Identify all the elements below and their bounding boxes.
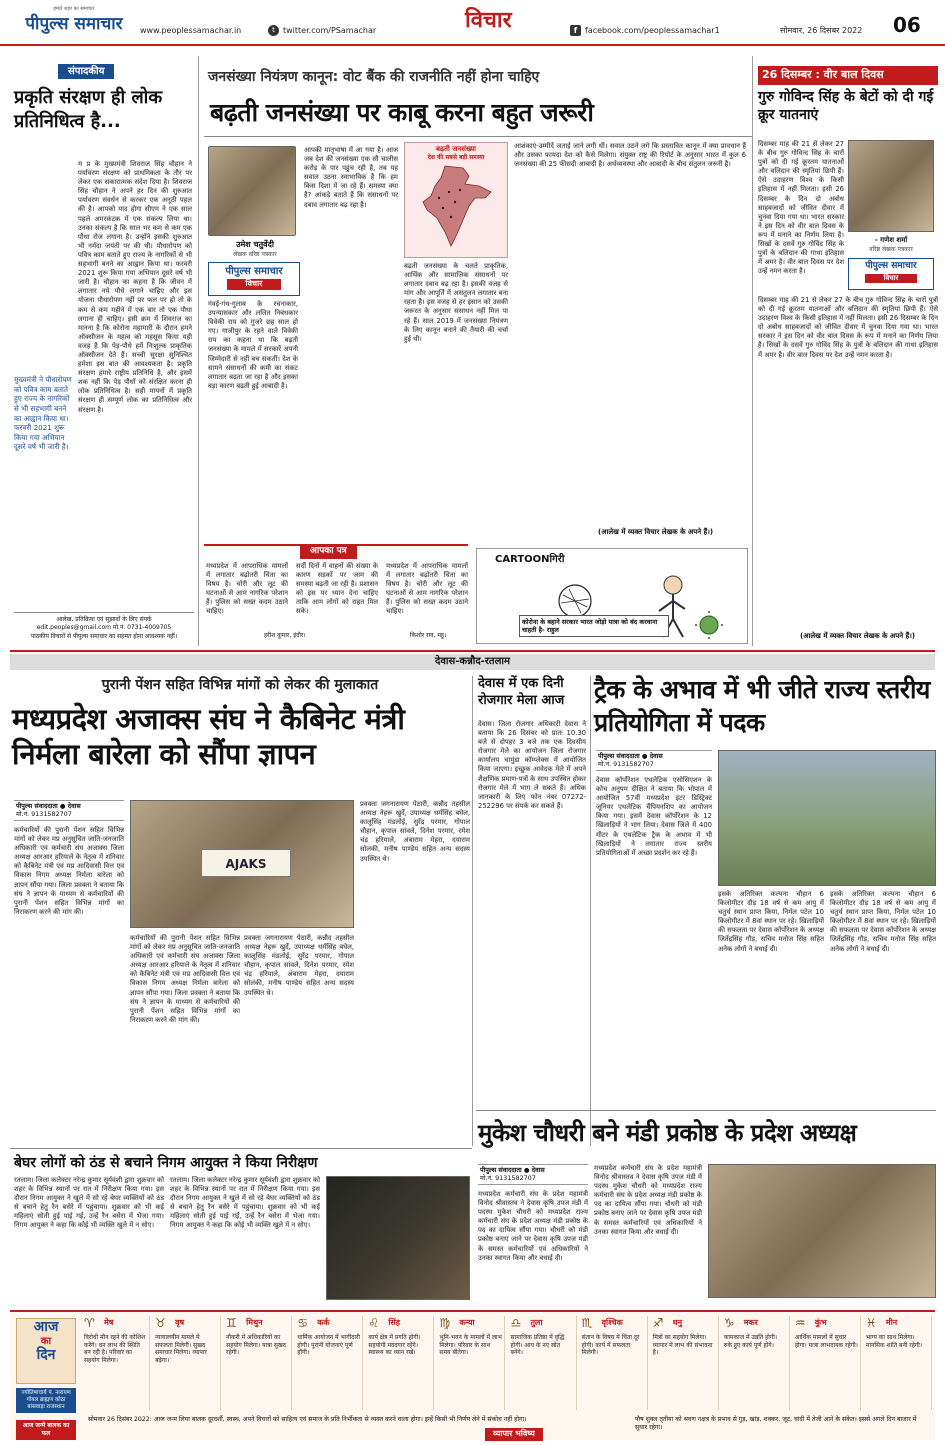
zodiac-icon: ♌ bbox=[368, 1316, 380, 1330]
letters-title: आपका पत्र bbox=[300, 545, 357, 559]
main-article-col4: आशंकाएं-उम्मीदें जताई जाने लगी थीं। सवाल उठने लगे कि प्रस्तावित कानून में क्या प्रावधान हैं और उसका फायदा देश को कैसे मिलेगा। संयुक्त राष्ट्र की रिपोर्ट के अनुसार भारत में कुल 6 जनसंख्या की 25 फीसदी आबादी है। अर्थव्यवस्था और आबादी के बीच संतुलन जरूरी है। bbox=[514, 142, 746, 169]
right-article-footer-note: (आलेख में व्यक्त विचार लेखक के अपने हैं।) bbox=[800, 632, 916, 640]
main-article-logo-sub: विचार bbox=[227, 279, 281, 290]
main-article-col1: गंवई-गंध-गुलाब के रचनाकार, उपन्यासकार और ललित निबंधकार विवेकी राय को गुजरे छह साल हो गए। गाजीपुर के रहने वाले विवेकी राय का कहना था कि बढ़ती जनसंख्या के मामले में सरकारें अपनी जिम्मेदारी से नहीं बच सकतीं। देश के सामने संसाधनों की कमी का संकट लगातार बढ़ता जा रहा है और इसका बड़ा कारण बढ़ती हुई आबादी है। bbox=[208, 300, 298, 390]
letter-1-text: मध्यप्रदेश में आपराधिक मामलों में लगातार बढ़ोतरी चिंता का विषय है। चोरी और लूट की घटनाओं से आम नागरिक परेशान हैं। पुलिस को सख्त कदम उठाने चाहिए। bbox=[206, 562, 288, 616]
news1-headline: मध्यप्रदेश अजाक्स संघ ने कैबिनेट मंत्री निर्मला बारेला को सौंपा ज्ञापन bbox=[12, 702, 405, 772]
zodiac-sign-3 bbox=[295, 1316, 363, 1410]
zodiac-sign-0 bbox=[82, 1316, 150, 1410]
zodiac-text: धार्मिक आयोजन में भागीदारी होगी। पुरानी योजनाएं पूर्ण होंगी। bbox=[297, 1334, 360, 1357]
issue-date: सोमवार, 26 दिसंबर 2022 bbox=[780, 26, 863, 35]
horoscope-title-2: का bbox=[40, 1335, 52, 1347]
right-article-body: दिसम्बर माह की 21 से लेकर 27 के बीच गुरु गोविन्द सिंह के चारों पुत्रों को दी गई क्रूरतम यातनाओं और बलिदान की स्मृतियां छिपी हैं। ऐसे उदाहरण विश्व के किसी इतिहास में नहीं मिलता। इसी 26 दिसम्बर के दिन दो अबोध साहबजादों को जीवित दीवार में चुनवा दिया गया था। भारत सरकार ने इस दिन को वीर बाल दिवस के रूप में मनाने का निर्णय लिया है। सिखों के दसवें गुरु गोविंद सिंह के पुत्रों के बलिदान की गाथा इतिहास में अमर है। वीर बाल दिवस पर देश उन्हें नमन करता है। bbox=[758, 140, 844, 276]
editorial-tag: संपादकीय bbox=[58, 64, 114, 79]
map-title-2: देश की सबसे बड़ी समस्या bbox=[427, 154, 485, 162]
zodiac-icon: ♓ bbox=[865, 1316, 877, 1330]
zodiac-text: नौकरी में अधिकारियों का सहयोग मिलेगा। यात्रा सुखद रहेगी। bbox=[226, 1334, 286, 1357]
news5-body-cont: रतलाम। जिला कलेक्टर नरेन्द्र कुमार सूर्यवंशी द्वारा शुक्रवार को शहर के विभिन्न स्थानों पर रात में निरीक्षण किया गया। इस दौरान निगम आयुक्त ने खुले में सो रहे बेघर व्यक्तियों को ठंड से बचाने हेतु रैन बसेरे में पहुंचाया। शुक्रवार को भी कई महिलाएं सोती हुई पाई गईं, उन्हें रैन बसेरा में भेजा गया। निगम आयुक्त ने कहा कि कोई भी व्यक्ति खुले में न सोए। bbox=[170, 1176, 320, 1230]
news3-headline: ट्रैक के अभाव में भी जीते राज्य स्तरीय प्रतियोगिता में पदक bbox=[594, 675, 930, 737]
zodiac-icon: ♍ bbox=[439, 1316, 451, 1330]
section-bar bbox=[10, 654, 935, 670]
zodiac-text: कार्य क्षेत्र में प्रगति होगी। सहयोगी मददगार रहेंगे। स्वास्थ्य का ध्यान रखें। bbox=[368, 1334, 421, 1357]
news3-byline-mobile: मो.नं. 9131582707 bbox=[598, 760, 654, 769]
facebook-icon: f bbox=[570, 25, 581, 36]
news4-byline-mobile: मो.नं. 9131582707 bbox=[480, 1174, 536, 1183]
news1-byline-mobile: मो.नं. 9131582707 bbox=[16, 810, 72, 819]
zodiac-text: कामकाज में उन्नति होगी। रुके हुए कार्य पूर्ण होंगे। bbox=[723, 1334, 778, 1349]
section-bar-title: देवास-कन्नौद-रतलाम bbox=[435, 656, 510, 667]
horoscope-title-box bbox=[16, 1318, 76, 1384]
zodiac-sign-10 bbox=[793, 1316, 861, 1410]
news3-byline bbox=[596, 750, 712, 771]
news5-photo bbox=[326, 1176, 470, 1300]
twitter-icon: t bbox=[268, 25, 279, 36]
news3-body: देवास कॉर्पोरेशन एथलेटिक एसोसिएशन के कोच अनुपम दीक्षित ने बताया कि भोपाल में आयोजित 57वीं मध्यप्रदेश इंटर डिस्ट्रिक्ट जूनियर एथलेटिक चैंपियनशिप का आयोजन किया गया। इसमें देवास कॉर्पोरेशन के 12 खिलाड़ियों ने भाग लिया। देवास जिले में 400 मीटर के एथलेटिक ट्रैक के अभाव में भी खिलाड़ियों ने लगातार राज्य स्तरीय प्रतियोगिताओं में अच्छा प्रदर्शन कर रहे हैं। bbox=[596, 776, 712, 857]
letter-2-text: सर्दी दिनों में वाहनों की संख्या के कारण सड़कों पर जाम की समस्या बढ़ती जा रही है। प्रशासन को इस पर ध्यान देना चाहिए ताकि आम लोगों को राहत मिल सके। bbox=[296, 562, 378, 616]
news2-body: देवास। जिला रोजगार अधिकारी देवास ने बताया कि 26 दिसंबर को प्रातः 10.30 बजे से दोपहर 3 बजे तक एक दिवसीय रोजगार मेले का आयोजन जिला रोजगार कार्यालय चामुंडा कॉम्प्लेक्स में आयोजित किया जाएगा। इच्छुक आवेदक मेले में अपने शैक्षणिक प्रमाण-पत्रों के साथ उपस्थित होकर रोजगार मेले में भाग ले सकते हैं। अधिक जानकारी के लिए फोन नंबर 07272-252296 पर संपर्क कर सकते हैं। bbox=[478, 720, 586, 810]
zodiac-grid bbox=[82, 1312, 935, 1412]
brand-logo bbox=[14, 6, 134, 40]
editorial-sidebar-quote: मुख्यमंत्री ने पौधारोपण को पवित्र काम बताते हुए राज्य के नागरिकों से भी सहभागी बनने का आह्वान किया था। फरवरी 2021 शुरू किया गया अभियान दूसरे वर्ष भी जारी है। bbox=[14, 375, 72, 452]
news3-byline-text: पीपुल्स संवाददाता ● देवास bbox=[598, 752, 663, 760]
zodiac-icon: ♒ bbox=[794, 1316, 806, 1330]
zodiac-text: मित्रों का सहयोग मिलेगा। व्यापार में लाभ की संभावना है। bbox=[652, 1334, 713, 1357]
main-article-logo-text: पीपुल्स समाचार bbox=[225, 266, 283, 277]
letter-2-signature: किशोर राव, महू। bbox=[410, 632, 447, 639]
editorial-title: प्रकृति संरक्षण ही लोक प्रतिनिधित्व है... bbox=[14, 87, 163, 133]
horoscope-credit: ज्योतिषाचार्य पं. नारायण गोयल ब्राह्मण कोठा बांसवाड़ा राजस्थान bbox=[16, 1388, 76, 1413]
news1-photo bbox=[130, 800, 354, 928]
zodiac-name: धनु bbox=[672, 1318, 683, 1327]
right-author-photo bbox=[848, 140, 934, 232]
zodiac-text: न्यायालयीन मामले में सफलता मिलेगी। सुखद समाचार मिलेगा। व्यापार बढ़ेगा। bbox=[155, 1334, 207, 1365]
brand-tagline: हमारे शहर का समाचार bbox=[53, 6, 95, 12]
editorial-footer-line1: आलेख, प्रतिक्रिया एवं सुझावों के लिए संपर्क bbox=[56, 616, 152, 623]
cartoon-box bbox=[476, 548, 748, 644]
zodiac-sign-2 bbox=[224, 1316, 292, 1410]
section-title: विचार bbox=[465, 8, 512, 33]
masthead bbox=[0, 0, 945, 46]
zodiac-icon: ♉ bbox=[155, 1316, 166, 1330]
zodiac-text: विरोधी मौन रहने की कोशिश करेंगे। धन लाभ की स्थिति बन रही है। परिवार का सहयोग मिलेगा। bbox=[84, 1334, 146, 1365]
main-article-headline: बढ़ती जनसंख्या पर काबू करना बहुत जरूरी bbox=[210, 98, 594, 127]
letters-box bbox=[204, 544, 468, 646]
india-population-map bbox=[404, 142, 508, 258]
news1-kicker: पुरानी पेंशन सहित विभिन्न मांगों को लेकर की मुलाकात bbox=[101, 677, 379, 693]
zodiac-icon: ♏ bbox=[581, 1316, 593, 1330]
page-number: 06 bbox=[893, 13, 921, 37]
market-text: पौष शुक्ल तृतीया को श्रवण नक्षत्र के प्रभाव से गुड़, खांड, शक्कर, जूट, चांदी में तेजी आने के संकेत। इससे अगले दिन बाजार में सुधार रहेगा। bbox=[635, 1416, 917, 1432]
right-article-body-text: दिसम्बर माह की 21 से लेकर 27 के बीच गुरु गोविन्द सिंह के चारों पुत्रों को दी गई क्रूरतम यातनाओं और बलिदान की स्मृतियां छिपी हैं। ऐसे उदाहरण विश्व के किसी इतिहास में नहीं मिलता। इसी 26 दिसम्बर के दिन दो अबोध साहबजादों को जीवित दीवार में चुनवा दिया गया था। भारत सरकार ने इस दिन को वीर बाल दिवस के रूप में मनाने का निर्णय लिया है। सिखों के दसवें गुरु गोविंद सिंह के पुत्रों के बलिदान की गाथा इतिहास में अमर है। वीर बाल दिवस पर देश उन्हें नमन करता है। bbox=[758, 296, 938, 359]
letter-1-signature: हरीश कुमार, इंदौर। bbox=[264, 632, 306, 639]
zodiac-icon: ♎ bbox=[510, 1316, 522, 1330]
news4-headline: मुकेश चौधरी बने मंडी प्रकोष्ठ के प्रदेश अध्यक्ष bbox=[478, 1119, 857, 1147]
brand-name: पीपुल्स समाचार bbox=[25, 13, 123, 34]
zodiac-sign-7 bbox=[580, 1316, 648, 1410]
main-article-logo bbox=[208, 262, 300, 296]
news4-body-cont: मध्यप्रदेश कर्मचारी संघ के प्रदेश महामंत्री विनोद श्रीवास्तव ने देवास कृषि उपज मंडी में पदस्थ मुकेश चौधरी को मध्यप्रदेश राज्य कर्मचारी संघ के प्रदेश अध्यक्ष मंडी प्रकोष्ठ के पद का दायित्व सौंपा गया। चौधरी को मंडी प्रकोष्ठ बनाए जाने पर देवास कृषि उपज मंडी के समस्त कर्मचारियों एवं अधिकारियों ने उनका स्वागत किया और बधाई दी। bbox=[594, 1164, 702, 1236]
editorial-footer bbox=[14, 612, 194, 641]
zodiac-text: भाग्य का साथ मिलेगा। मानसिक शांति बनी रहेगी। bbox=[865, 1334, 923, 1349]
zodiac-sign-4 bbox=[366, 1316, 434, 1410]
news2-headline: देवास में एक दिनी रोजगार मेला आज bbox=[478, 676, 565, 708]
zodiac-icon: ♈ bbox=[84, 1316, 95, 1330]
right-author-name: - गणेश शर्मा bbox=[874, 236, 908, 244]
news1-byline-text: पीपुल्स संवाददाता ● देवास bbox=[16, 802, 81, 810]
right-article-logo bbox=[848, 258, 934, 290]
news4-body: मध्यप्रदेश कर्मचारी संघ के प्रदेश महामंत्री विनोद श्रीवास्तव ने देवास कृषि उपज मंडी में पदस्थ मुकेश चौधरी को मध्यप्रदेश राज्य कर्मचारी संघ के प्रदेश अध्यक्ष मंडी प्रकोष्ठ के पद का दायित्व सौंपा गया। चौधरी को मंडी प्रकोष्ठ बनाए जाने पर देवास कृषि उपज मंडी के समस्त कर्मचारियों एवं अधिकारियों ने उनका स्वागत किया और बधाई दी। bbox=[478, 1190, 588, 1262]
main-article-col2: आपकी मातृभाषा में आ गया है। आज जब देश की जनसंख्या एक सौ चालीस करोड़ के पार पहुंच रही है, तब यह सवाल उठना स्वाभाविक है कि हम किस दिशा में जा रहे हैं। समस्या क्या है? आंकड़े बताते हैं कि संसाधनों पर दबाव लगातार बढ़ रहा है। bbox=[304, 146, 398, 209]
market-tag: व्यापार भविष्य bbox=[485, 1428, 543, 1441]
news1-body: कर्मचारियों की पुरानी पेंशन सहित विभिन्न मांगों को लेकर मप्र अनुसूचित जाति-जनजाति अधिकारी एवं कर्मचारी संघ अजाक्स जिला अध्यक्ष आरआर हरियाले के नेतृत्व में शनिवार को कैबिनेट मंत्री एवं मप्र आदिवासी वित्त एवं विकास निगम अध्यक्ष निर्मला बारेला को ज्ञापन सौंपा गया। जिला प्रवक्ता ने बताया कि संघ ने ज्ञापन के माध्यम से कर्मचारियों की पुरानी पेंशन सहित विभिन्न मांगों का निराकरण करने की मांग की। bbox=[14, 826, 124, 916]
main-article-footer-note: (आलेख में व्यक्त विचार लेखक के अपने हैं।) bbox=[598, 528, 714, 536]
right-article-headline: गुरु गोविन्द सिंह के बेटों को दी गई क्रूर यातनाएं bbox=[758, 89, 934, 124]
right-article-kicker: 26 दिसम्बर : वीर बाल दिवस bbox=[758, 66, 938, 85]
author-role: लेखक वरिष्ठ पत्रकार bbox=[233, 251, 277, 258]
zodiac-name: मकर bbox=[743, 1318, 758, 1327]
zodiac-sign-9 bbox=[722, 1316, 790, 1410]
editorial-footer-email[interactable]: edit.peoples@gmail.com मो.नं. 0731-4009705 bbox=[36, 624, 172, 632]
right-article-body-cont bbox=[758, 296, 938, 626]
author-name: उमेश चतुर्वेदी bbox=[236, 240, 274, 249]
zodiac-sign-8 bbox=[651, 1316, 719, 1410]
zodiac-icon: ♑ bbox=[723, 1316, 735, 1330]
news5-body: रतलाम। जिला कलेक्टर नरेन्द्र कुमार सूर्यवंशी द्वारा शुक्रवार को शहर के विभिन्न स्थानों पर रात में निरीक्षण किया गया। इस दौरान निगम आयुक्त ने खुले में सो रहे बेघर व्यक्तियों को ठंड से बचाने हेतु रैन बसेरे में पहुंचाया। शुक्रवार को भी कई महिलाएं सोती हुई पाई गईं, उन्हें रैन बसेरा में भेजा गया। निगम आयुक्त ने कहा कि कोई भी व्यक्ति खुले में न सोए। bbox=[14, 1176, 164, 1230]
zodiac-text: भूमि-भवन के मामलों में लाभ मिलेगा। परिवार के साथ समय बीतेगा। bbox=[439, 1334, 502, 1357]
news1-byline bbox=[14, 800, 124, 821]
zodiac-icon: ♐ bbox=[652, 1316, 664, 1330]
zodiac-sign-11 bbox=[864, 1316, 932, 1410]
birthday-tag: आज जन्मे बालक का फल bbox=[16, 1420, 76, 1440]
zodiac-icon: ♋ bbox=[297, 1316, 309, 1330]
horoscope-strip bbox=[10, 1310, 935, 1440]
news4-byline bbox=[478, 1164, 588, 1185]
twitter-link[interactable]: twitter.com/PSamachar bbox=[283, 26, 377, 35]
cartoon-title: CARTOONगिरी bbox=[495, 554, 565, 565]
zodiac-name: वृश्चिक bbox=[601, 1318, 623, 1327]
news3-body2-cont: इसके अतिरिक्त कल्पना चौहान 6 किलोमीटर दौड़ 18 वर्ष से कम आयु में चतुर्थ स्थान प्राप्त किया, निर्मल पटेल 10 किलोमीटर में 8वां स्थान पर रहे। खिलाड़ियों की सफलता पर देवास कॉर्पोरेशन के अध्यक्ष जितेंद्रसिंह गौड़, सचिव मनोज सिंह सहित अनेक लोगों ने बधाई दी। bbox=[830, 890, 936, 953]
horoscope-title-1: आज bbox=[33, 1319, 59, 1335]
letter-3-text: मध्यप्रदेश में आपराधिक मामलों में लगातार बढ़ोतरी चिंता का विषय है। चोरी और लूट की घटनाओं से आम नागरिक परेशान हैं। पुलिस को सख्त कदम उठाने चाहिए। bbox=[386, 562, 468, 616]
zodiac-name: कुंभ bbox=[814, 1318, 827, 1327]
facebook-link[interactable]: facebook.com/peoplessamachar1 bbox=[585, 26, 720, 35]
news1-body-cont: कर्मचारियों की पुरानी पेंशन सहित विभिन्न मांगों को लेकर मप्र अनुसूचित जाति-जनजाति अधिकारी एवं कर्मचारी संघ अजाक्स जिला अध्यक्ष आरआर हरियाले के नेतृत्व में शनिवार को कैबिनेट मंत्री एवं मप्र आदिवासी वित्त एवं विकास निगम अध्यक्ष निर्मला बारेला को ज्ञापन सौंपा गया। जिला प्रवक्ता ने बताया कि संघ ने ज्ञापन के माध्यम से कर्मचारियों की पुरानी पेंशन सहित विभिन्न मांगों का निराकरण करने की मांग की। bbox=[130, 934, 240, 1024]
horoscope-title-3: दिन bbox=[36, 1346, 56, 1363]
website-link[interactable]: www.peoplessamachar.in bbox=[140, 26, 242, 35]
news5-headline: बेघर लोगों को ठंड से बचाने निगम आयुक्त ने किया निरीक्षण bbox=[14, 1155, 318, 1171]
zodiac-sign-1 bbox=[153, 1316, 221, 1410]
cartoon-caption: कोरोना के बहाने सरकार भारत जोड़ो यात्रा को बंद करवाना चाहती है- राहुल bbox=[519, 615, 669, 637]
zodiac-sign-6 bbox=[509, 1316, 577, 1410]
news1-body-cont2: प्रवक्ता जगनारायण पेठारी, कन्नौद तहसील अध्यक्ष नेहरू खुर्दे, उपाध्यक्ष धर्मसिंह बघेल, कालूसिंह मंडलोई, सुरेंद्र परमार, गोपाल चौहान, कृपाल सांवले, दिनेश परमार, रमेश चंद्र हरियाले, अंबाराम मेहरा, दयाराम सोलंकी, मनीष पाण्डेय सहित अन्य सदस्य उपस्थित थे। bbox=[244, 934, 354, 997]
news1-names: प्रवक्ता जगनारायण पेठारी, कन्नौद तहसील अध्यक्ष नेहरू खुर्दे, उपाध्यक्ष धर्मसिंह बघेल, कालूसिंह मंडलोई, सुरेंद्र परमार, गोपाल चौहान, कृपाल सांवले, दिनेश परमार, रमेश चंद्र हरियाले, अंबाराम मेहरा, दयाराम सोलंकी, मनीष पाण्डेय सहित अन्य सदस्य उपस्थित थे। bbox=[360, 800, 470, 863]
zodiac-name: कर्क bbox=[317, 1318, 330, 1327]
zodiac-name: कन्या bbox=[459, 1318, 475, 1327]
author-photo bbox=[208, 146, 296, 236]
editorial-body: म प्र के मुख्यमंत्री शिवराज सिंह चौहान ने पर्यावरण संरक्षण को प्राथमिकता के तौर पर लेकर एक सकारात्मक संदेश दिया है। शिवराज सिंह चौहान ने अपने हर दिन की शुरुआत पर्यावरण संवर्धन से करकर एक अनूठी पहल की है। आपको याद होगा सीएम ने एक साल पहले अमरकंटक में एक संकल्प लिया था। उनका संकल्प है कि साल भर कम से कम एक पौधा रोज लगाना है। उन्होंने इसकी शुरुआत भी नर्मदा जयंती पर की थी। पौधारोपण को पवित्र काम बताते हुए राज्य के नागरिकों से भी सहभागी बनने का आह्वान किया था। फरवरी 2021 शुरू किया गया अभियान दूसरे वर्ष भी जारी है। चौहान का कहना है कि जीवन में लगातार नये पौधे लगाने चाहिए और इस योजना पौधारोपण नहीं पर फल पर हो तो के कम से कम महीने में एक बार तो एक पौधा लगाना ही चाहिए। इसी क्रम में शिवराज का मानना है कि कोरोना महामारी के दौरान हमने ऑक्सीजन के महत्व को महसूस किया यही वजह है कि पेड़-पौधे हमें निःशुल्क प्राकृतिक ऑक्सीजन देते हैं। सच्ची सुरक्षा सुनिश्चित हमेशा इस बात की आवश्यकता है। प्रकृति संरक्षण हमारे राष्ट्रीय प्रतिनिधि है, और इसमें शक नहीं कि पेड़ पौधों को संरक्षित करना ही लोक प्रतिनिधित्व है। सही मायनों में प्रकृति संरक्षण ही सम्पूर्ण लोक का प्रतिनिधित्व और संरक्षण है। bbox=[78, 160, 192, 414]
news3-photo bbox=[718, 750, 936, 886]
ajaks-banner-text: AJAKS bbox=[225, 857, 267, 871]
zodiac-name: वृष bbox=[175, 1318, 185, 1327]
zodiac-icon: ♊ bbox=[226, 1316, 237, 1330]
zodiac-text: सामाजिक प्रतिष्ठा में वृद्धि होगी। आय के नए स्रोत बनेंगे। bbox=[510, 1334, 565, 1357]
zodiac-name: मेष bbox=[104, 1318, 114, 1327]
news3-body2: इसके अतिरिक्त कल्पना चौहान 6 किलोमीटर दौड़ 18 वर्ष से कम आयु में चतुर्थ स्थान प्राप्त किया, निर्मल पटेल 10 किलोमीटर में 8वां स्थान पर रहे। खिलाड़ियों की सफलता पर देवास कॉर्पोरेशन के अध्यक्ष जितेंद्रसिंह गौड़, सचिव मनोज सिंह सहित अनेक लोगों ने बधाई दी। bbox=[718, 890, 824, 953]
editorial-footer-disclaimer: पाठकीय विचारों से पीपुल्स समाचार का सहमत होना आवश्यक नहीं। bbox=[30, 632, 178, 640]
ajaks-banner bbox=[201, 849, 291, 877]
main-article-kicker: जनसंख्या नियंत्रण कानून: वोट बैंक की राजनीति नहीं होना चाहिए bbox=[208, 69, 540, 85]
main-article-col3: बढ़ती जनसंख्या के चलते प्राकृतिक, आर्थिक और सामाजिक संसाधनों पर लगातार दबाव बढ़ रहा है। इसकी वजह से मांग और आपूर्ति में असंतुलन लगातार बना रहता है। इस वजह से हर इंसान को उसकी जरूरत के अनुसार संसाधन नहीं मिल पा रहे हैं। साल 2019 में जनसंख्या नियंत्रण के लिए कानून बनाने की तैयारी की चर्चा हुई थी। bbox=[404, 262, 508, 343]
zodiac-name: मिथुन bbox=[246, 1318, 263, 1327]
zodiac-sign-5 bbox=[437, 1316, 505, 1410]
zodiac-name: सिंह bbox=[388, 1318, 401, 1327]
right-article-logo-text: पीपुल्स समाचार bbox=[865, 261, 917, 271]
birthday-text: सोमवार 26 दिसंबर 2022: आज जन्म लिया बालक दूरदर्शी, स्वस्थ, अपने विचारों को साहित्य एवं समाज के प्रति निर्भीकता से व्यक्त करने वाला होगा। इन्हें किसी भी निर्णय लेने में संकोच नहीं होगा। bbox=[88, 1416, 527, 1423]
zodiac-text: संतान के विषय में चिंता दूर होगी। कार्य में सफलता मिलेगी। bbox=[581, 1334, 640, 1357]
india-map-icon bbox=[405, 162, 508, 250]
map-title-1: बढ़ती जनसंख्या bbox=[436, 145, 476, 153]
zodiac-text: आर्थिक मामलों में सुधार होगा। यात्रा लाभदायक रहेगी। bbox=[794, 1334, 858, 1349]
news4-photo bbox=[708, 1164, 936, 1298]
zodiac-name: तुला bbox=[530, 1318, 543, 1327]
right-article-logo-sub: विचार bbox=[865, 274, 917, 283]
right-author-role: वरिष्ठ लेखक पत्रकार bbox=[869, 246, 913, 253]
news4-byline-text: पीपुल्स संवाददाता ● देवास bbox=[480, 1166, 545, 1174]
zodiac-name: मीन bbox=[885, 1318, 898, 1327]
